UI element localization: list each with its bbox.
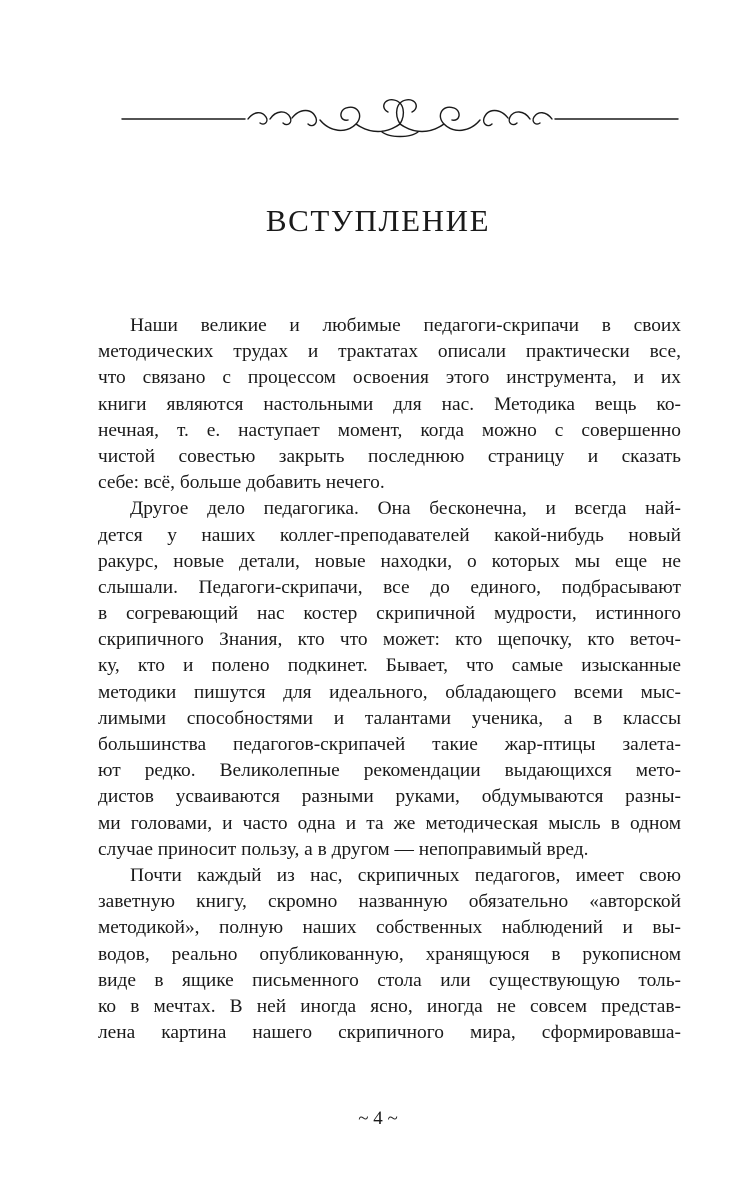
decorative-ornament-icon bbox=[120, 96, 680, 142]
text-line: себе: всё, больше добавить нечего. bbox=[98, 472, 385, 494]
text-line: большинства педагогов-скрипачей такие жар-птицы залета- bbox=[98, 734, 681, 755]
paragraph-1 bbox=[98, 313, 681, 496]
paragraph-2 bbox=[98, 496, 681, 863]
text-line: водов, реально опубликованную, хранящуюся в рукописном bbox=[98, 943, 681, 965]
text-line: слышали. Педагоги-скрипачи, все до единого, подбрасывают bbox=[98, 576, 681, 598]
text-line: нечная, т. е. наступает момент, когда можно с совершенно bbox=[98, 419, 681, 441]
text-line: что связано с процессом освоения этого инструмента, и их bbox=[98, 367, 681, 389]
text-line: Почти каждый из нас, скрипичных педагогов, имеет свою bbox=[130, 864, 681, 886]
text-line: случае приносит пользу, а в другом — непоправимый вред. bbox=[98, 838, 589, 860]
text-line: лена картина нашего скрипичного мира, сформировавша- bbox=[98, 1022, 681, 1044]
text-line: ют редко. Великолепные рекомендации выдающихся мето- bbox=[98, 760, 681, 782]
page-number: ~ 4 ~ bbox=[358, 1108, 398, 1129]
text-line: виде в ящике письменного стола или существующую толь- bbox=[98, 969, 681, 991]
text-line: чистой совестью закрыть последнюю страницу и сказать bbox=[98, 445, 681, 467]
text-line: скрипичного Знания, кто что может: кто щепочку, кто веточ- bbox=[98, 629, 681, 651]
paragraph-3 bbox=[98, 863, 681, 1046]
text-line: ку, кто и полено подкинет. Бывает, что самые изысканные bbox=[98, 655, 681, 677]
text-line: методических трудах и трактатах описали практически все, bbox=[98, 341, 681, 363]
text-line: ракурс, новые детали, новые находки, о которых мы еще не bbox=[98, 550, 681, 572]
text-line: методики пишутся для идеального, обладающего всеми мыс- bbox=[98, 681, 681, 703]
text-line: Наши великие и любимые педагоги-скрипачи в своих bbox=[130, 315, 681, 336]
text-line: Другое дело педагогика. Она бесконечна, и всегда най- bbox=[130, 498, 681, 520]
text-line: методикой», полную наших собственных наблюдений и вы- bbox=[98, 917, 681, 939]
text-line: ко в мечтах. В ней иногда ясно, иногда не совсем представ- bbox=[98, 995, 681, 1017]
text-line: ми головами, и часто одна и та же методическая мысль в одном bbox=[98, 812, 681, 834]
text-line: дется у наших коллег-преподавателей какой-нибудь новый bbox=[98, 524, 681, 546]
body-text bbox=[98, 313, 681, 1046]
text-line: в согревающий нас костер скрипичной мудрости, истинного bbox=[98, 603, 681, 625]
chapter-title: ВСТУПЛЕНИЕ bbox=[265, 203, 491, 238]
text-line: дистов усваиваются разными руками, обдумываются разны- bbox=[98, 786, 681, 808]
text-line: книги являются настольными для нас. Методика вещь ко- bbox=[98, 393, 681, 415]
text-line: заветную книгу, скромно названную обязательно «авторской bbox=[98, 891, 681, 913]
text-line: лимыми способностями и талантами ученика, а в классы bbox=[98, 707, 681, 729]
